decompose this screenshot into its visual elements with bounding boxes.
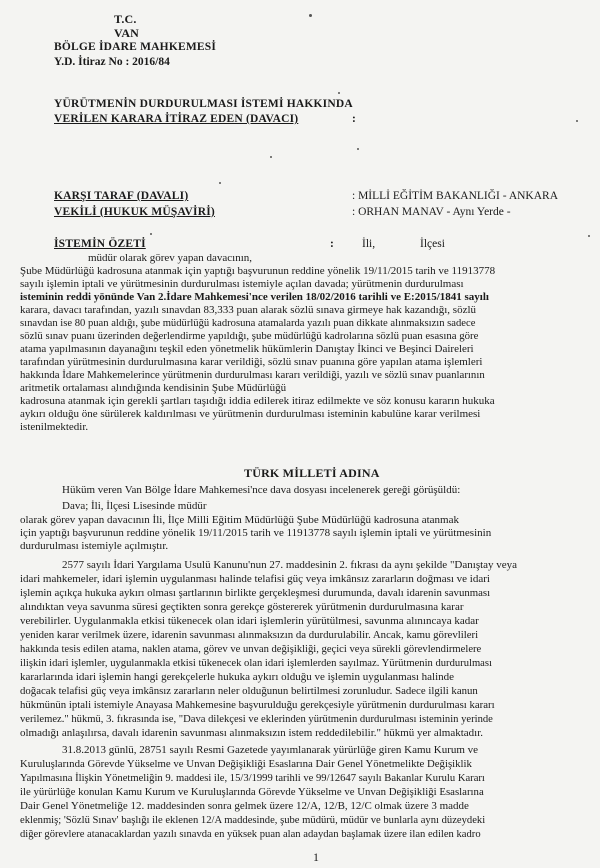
decision-line: işlemin açıkça hukuka aykırı olması şartlarının birlikte gerçekleşmesi durumunda, davalı idarenin savunması — [20, 587, 491, 599]
scan-speck — [588, 235, 590, 237]
header-van: VAN — [114, 26, 140, 40]
scan-speck — [338, 92, 340, 94]
decision-line: diğer görevlere atanacaklardan yazılı sınavda en yüksek puan alan adaydan başlamak üzere ilan edilen kadro — [20, 829, 481, 840]
summary-line: kadrosuna atanmak için gerekli şartları taşıdığı iddia edilerek itiraz edilmekte ve söz konusu kararın hukuka — [20, 395, 495, 407]
summary-line: sınavdan ise 80 puan aldığı, şube müdürlüğü kadrosuna atamalarda yazılı puan dikkate alınmaksızın sadece — [20, 318, 476, 329]
summary-ilce: İlçesi — [420, 238, 445, 250]
summary-colon: : — [330, 238, 335, 250]
decision-line: Kuruluşlarında Görevde Yükselme ve Unvan Değişikliği Esaslarına Dair Genel Yönetmelikte Değişiklik — [20, 758, 472, 770]
summary-line: aykırı olduğu öne sürülerek kaldırılması ve yürütmenin durdurulması isteminin kabulüne karar verilmesi — [20, 408, 481, 420]
header-file-no — [54, 56, 170, 68]
scan-speck — [576, 120, 578, 122]
section-title: TÜRK MİLLETİ ADINA — [244, 466, 380, 480]
decision-line: hakkında tesis edilen atama, naklen atama, görev ve unvan değişikliği, geçici veya sürekli görevlendirmelere — [20, 644, 482, 655]
page-number: 1 — [313, 850, 319, 864]
scan-speck — [219, 182, 221, 184]
summary-line: sayılı işlemin iptali ve yürütmesinin durdurulması istemiyle açılan davada; yürütmenin durdurulması — [20, 278, 464, 290]
decision-line: alındıktan veya savunma süresi geçtikten sonra gerekçe göstererek yürütmenin durdurulmasına karar — [20, 601, 464, 613]
defendant-label: KARŞI TARAF (DAVALI) — [54, 190, 189, 202]
scan-speck — [357, 148, 359, 150]
decision-line: Hüküm veren Van Bölge İdare Mahkemesi'nce dava dosyası incelenerek gereği görüşüldü: — [62, 484, 461, 496]
defendant-value: : MİLLİ EĞİTİM BAKANLIĞI - ANKARA — [352, 190, 559, 202]
summary-line: aritmetik ortalaması alındığında kendisinin Şube Müdürlüğü — [20, 382, 287, 394]
scan-speck — [150, 233, 152, 235]
decision-line: verilemez." hükmü, 3. fıkrasında ise, "Dava dilekçesi ve eklerinden yürütmenin durdurulması isteminin yerinde — [20, 714, 493, 725]
decision-line: 2577 sayılı İdari Yargılama Usulü Kanunu'nun 27. maddesinin 2. fıkrası da aynı şekilde "Danıştay veya — [62, 559, 518, 571]
summary-line: müdür olarak görev yapan davacının, — [88, 252, 253, 264]
decision-line: doğacak telafisi güç veya imkânsız zararların neler olduğunun belirtilmesi zorunludur. Sadece ilgili kanun — [20, 685, 478, 697]
summary-line: isteminin reddi yönünde Van 2.İdare Mahkemesi'nce verilen 18/02/2016 tarihli ve E:2015/1841 sayılı — [20, 291, 489, 303]
decision-line: verebilirler. Uygulanmakla etkisi tükenecek olan idari işlemlerin yürütülmesi, savunma alınıncaya kadar — [20, 615, 479, 627]
decision-line: Dava; İli, İlçesi Lisesinde müdür — [62, 500, 207, 512]
header-court: BÖLGE İDARE MAHKEMESİ — [54, 41, 217, 53]
decision-line: eklenmiş; 'Sözlü Sınav' başlığı ile eklenen 12/A maddesinde, şube müdürü, müdür ve bunlarla aynı düzeydeki — [20, 815, 486, 826]
decision-line: ile yürürlüğe konulan Kamu Kurum ve Kuruluşlarında Görevde Yükselme ve Unvan Değişikliği Esaslarına — [20, 786, 484, 798]
summary-line: atama yapılmasının dayanağını teşkil eden yönetmelik hükümlerin Danıştay İkinci ve Beşinci Daireleri — [20, 343, 474, 355]
decision-line: olarak görev yapan davacının İli, İlçe Milli Eğitim Müdürlüğü Şube Müdürlüğü kadrosuna atanmak — [20, 514, 459, 526]
summary-line: tarafından yürütmesinin durdurulmasına karar verildiği, sözlü sınav puanına göre yapılan atama işlemleri — [20, 356, 483, 368]
scan-speck — [270, 156, 272, 158]
decision-line: Yapılmasına İlişkin Yönetmeliğin 9. maddesi ile, 15/3/1999 tarihli ve 99/12647 sayılı Bakanlar Kurulu Kararı — [20, 773, 485, 784]
title-colon: : — [352, 113, 357, 125]
counsel-label: VEKİLİ (HUKUK MÜŞAVİRİ) — [54, 206, 215, 218]
header-tc: T.C. — [114, 12, 137, 26]
summary-line: karara, davacı tarafından, yazılı sınavdan 83,333 puan alarak sözlü sınava girmeye hak kazandığı, sözlü — [20, 304, 477, 316]
decision-line: hükmünün iptali istemiyle Anayasa Mahkemesine başvurulduğu gerekçesiyle yürütmenin durdurulması kararı — [20, 699, 495, 711]
summary-line: Şube Müdürlüğü kadrosuna atanmak için yaptığı başvurunun reddine yönelik 19/11/2015 tarih ve 11913778 — [20, 265, 496, 277]
decision-line: kararlarında idari işlemin hangi gerekçelerle hukuka aykırı olduğu ve işlemin uygulanması halinde — [20, 671, 455, 683]
decision-line: 31.8.2013 günlü, 28751 sayılı Resmi Gazetede yayımlanarak yürürlüğe giren Kamu Kurum ve — [62, 744, 479, 756]
decision-line: durdurulması istemiyle açılmıştır. — [20, 540, 169, 552]
decision-line: ilişkin idari işlemler, uygulanmakla etkisi tükenecek olan idari işlemlerden sayılmaz. Yürütmenin durdurulması — [20, 658, 492, 669]
decision-line: idari mahkemeler, idari işlemin uygulanması halinde telafisi güç veya imkânsız zararların doğması ve idari — [20, 573, 490, 585]
counsel-value: : ORHAN MANAV - Aynı Yerde - — [352, 206, 511, 218]
summary-line: sözlü sınav puanı üzerinden değerlendirme yapıldığı, şube müdürlüğü kadrolarına sözlü puan esasına göre — [20, 330, 479, 342]
summary-line: istenilmektedir. — [20, 421, 89, 433]
decision-line: olmadığı anlaşılırsa, davalı idarenin savunması alınmaksızın istem reddedilebilir." hükmü yer almaktadır. — [20, 727, 484, 739]
summary-label: İSTEMİN ÖZETİ — [54, 238, 146, 250]
file-number: Y.D. İtiraz No : 2016/84 — [54, 56, 170, 68]
summary-line: hakkında İdare Mahkemelerince yürütmenin durdurulması kararı verildiği, yazılı ve sözlü sınav puanlarının — [20, 369, 485, 381]
summary-il: İli, — [362, 238, 376, 250]
decision-line: için yaptığı başvurunun reddine yönelik 19/11/2015 tarih ve 11913778 sayılı işlemin iptali ve yürütmesinin — [20, 527, 492, 539]
title-line-2: VERİLEN KARARA İTİRAZ EDEN (DAVACI) — [54, 113, 299, 125]
decision-line: yeniden karar verilmek üzere, idarenin savunması alınmaksızın da durdurulabilir. Ancak, kamu görevlileri — [20, 629, 479, 641]
title-line-1: YÜRÜTMENİN DURDURULMASI İSTEMİ HAKKINDA — [54, 98, 353, 110]
decision-line: Dair Genel Yönetmeliğe 12. maddesinden sonra gelmek üzere 12/A, 12/B, 12/C olmak üzere 3 madde — [20, 800, 469, 812]
scan-speck — [309, 14, 312, 17]
